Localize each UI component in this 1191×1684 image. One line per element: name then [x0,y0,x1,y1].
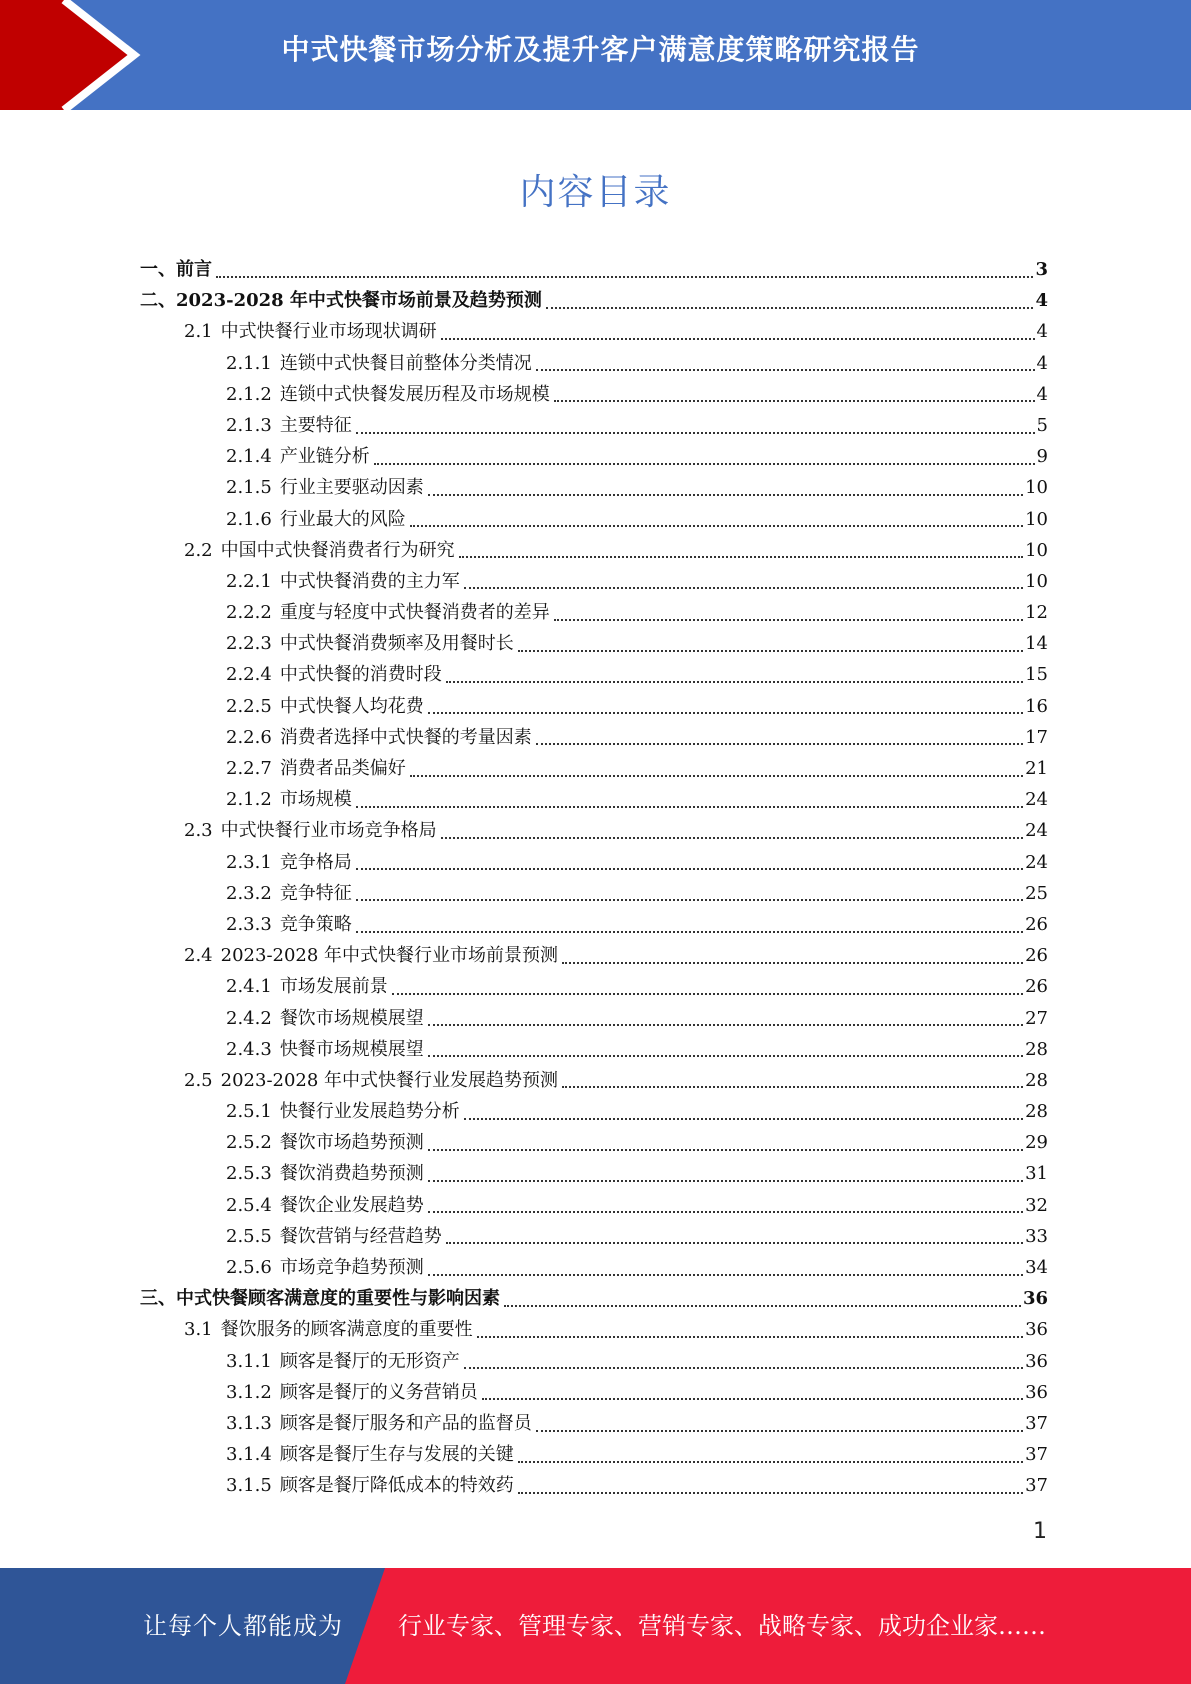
toc-entry-page: 24 [1025,789,1048,811]
toc-entry-title: 快餐市场规模展望 [279,1038,424,1060]
toc-entry-title: 竞争策略 [279,913,352,935]
toc-dot-leader [441,338,1035,340]
toc-entry-page: 9 [1036,446,1048,468]
toc-entry-title: 餐饮营销与经营趋势 [279,1225,442,1247]
toc-entry[interactable] [140,753,1048,784]
toc-entry[interactable] [140,285,1048,316]
toc-entry-title: 市场竞争趋势预测 [279,1257,424,1278]
toc-entry-title: 产业链分析 [279,446,370,468]
toc-entry-page: 29 [1025,1132,1048,1154]
toc-entry-number: 2.1 [184,321,213,343]
toc-entry-page: 34 [1025,1257,1048,1278]
toc-dot-leader [562,1086,1023,1088]
toc-entry-title: 中式快餐顾客满意度的重要性与影响因素 [176,1288,500,1310]
footer-slogan-left: 让每个人都能成为 [143,1612,343,1640]
toc-dot-leader [477,1336,1023,1338]
toc-entry[interactable] [140,1034,1048,1065]
toc-entry-number: 2.1.6 [226,508,272,530]
toc-entry-page: 21 [1025,758,1048,779]
toc-entry-number: 2.3.2 [226,882,272,904]
toc-entry[interactable] [140,316,1048,347]
toc-entry[interactable] [140,971,1048,1002]
toc-entry[interactable] [140,628,1048,659]
toc-dot-leader [536,369,1035,371]
toc-dot-leader [356,899,1023,901]
toc-entry-page: 37 [1025,1475,1048,1497]
toc-entry[interactable] [140,504,1048,535]
page-header [0,0,1191,110]
toc-entry-number: 3.1.2 [226,1381,272,1403]
toc-entry-page: 24 [1025,851,1048,873]
toc-entry[interactable] [140,1439,1048,1470]
toc-entry-title: 餐饮市场规模展望 [279,1007,424,1029]
toc-entry-page: 24 [1025,820,1048,842]
toc-entry[interactable] [140,410,1048,441]
toc-heading: 内容目录 [519,172,672,213]
toc-entry-title: 2023-2028 年中式快餐行业市场前景预测 [220,945,559,967]
toc-dot-leader [554,619,1023,621]
toc-dot-leader [536,743,1023,745]
toc-entry-page: 27 [1025,1007,1048,1029]
toc-dot-leader [546,307,1034,309]
toc-dot-leader [464,587,1023,589]
toc-entry-number: 2.2 [184,539,213,561]
toc-dot-leader [392,993,1023,995]
toc-dot-leader [428,1180,1023,1182]
toc-entry-title: 行业主要驱动因素 [279,477,424,499]
toc-entry-title: 中式快餐人均花费 [279,695,424,717]
toc-entry-title: 餐饮企业发展趋势 [279,1194,424,1216]
toc-entry[interactable] [140,909,1048,940]
toc-entry-page: 36 [1025,1319,1048,1341]
toc-entry[interactable] [140,254,1048,285]
toc-entry-title: 主要特征 [279,414,352,436]
toc-entry-page: 14 [1025,633,1048,655]
toc-entry[interactable] [140,1252,1048,1283]
toc-entry-page: 4 [1036,352,1048,374]
toc-entry-page: 28 [1025,1101,1048,1123]
toc-entry-page: 15 [1025,664,1048,686]
report-title: 中式快餐市场分析及提升客户满意度策略研究报告 [281,33,920,66]
toc-entry-page: 37 [1025,1412,1048,1434]
toc-entry-number: 2.5.2 [226,1132,272,1154]
toc-dot-leader [356,868,1023,870]
toc-dot-leader [482,1398,1023,1400]
table-of-contents [140,254,1048,1502]
toc-entry-number: 2.2.7 [226,758,272,779]
toc-dot-leader [518,650,1023,652]
toc-entry-page: 36 [1025,1350,1048,1372]
toc-entry-number: 二、 [140,290,176,312]
toc-dot-leader [441,837,1023,839]
toc-entry-number: 2.4.1 [226,976,272,998]
toc-entry-title: 市场规模 [279,789,352,811]
toc-dot-leader [428,1149,1023,1151]
toc-entry[interactable] [140,1190,1048,1221]
toc-entry-title: 中式快餐行业市场竞争格局 [220,820,437,842]
toc-entry[interactable] [140,1346,1048,1377]
toc-entry[interactable] [140,1314,1048,1345]
toc-entry-number: 2.3.1 [226,851,272,873]
toc-entry-number: 2.5.3 [226,1163,272,1185]
toc-entry-title: 竞争特征 [279,882,352,904]
toc-entry-page: 36 [1022,1288,1048,1310]
toc-dot-leader [356,432,1035,434]
toc-entry-title: 餐饮服务的顾客满意度的重要性 [220,1319,473,1341]
toc-entry-page: 10 [1025,539,1048,561]
toc-entry-number: 2.1.2 [226,789,272,811]
toc-dot-leader [428,494,1023,496]
toc-entry[interactable] [140,1470,1048,1501]
toc-entry[interactable] [140,659,1048,690]
toc-entry-page: 4 [1035,290,1048,312]
toc-entry-number: 3.1.1 [226,1350,272,1372]
toc-dot-leader [446,1242,1023,1244]
toc-entry-number: 2.4 [184,945,213,967]
toc-entry-title: 顾客是餐厅的义务营销员 [279,1381,478,1403]
toc-entry-number: 3.1.5 [226,1475,272,1497]
toc-entry-title: 竞争格局 [279,851,352,873]
page-number: 1 [1033,1519,1047,1544]
toc-entry-page: 10 [1025,508,1048,530]
toc-entry-number: 3.1.4 [226,1444,272,1466]
toc-dot-leader [356,931,1023,933]
toc-dot-leader [410,525,1023,527]
toc-entry[interactable] [140,1408,1048,1439]
toc-entry-title: 市场发展前景 [279,976,388,998]
toc-entry-page: 31 [1025,1163,1048,1185]
toc-entry-number: 2.4.2 [226,1007,272,1029]
toc-entry[interactable] [140,535,1048,566]
toc-entry-number: 3.1.3 [226,1412,272,1434]
toc-dot-leader [428,1211,1023,1213]
toc-entry-title: 连锁中式快餐目前整体分类情况 [279,352,532,374]
toc-entry[interactable] [140,878,1048,909]
toc-entry-number: 2.2.2 [226,602,272,624]
toc-entry-number: 2.1.3 [226,414,272,436]
toc-dot-leader [428,1055,1023,1057]
toc-dot-leader [464,1367,1023,1369]
toc-entry-title: 行业最大的风险 [279,508,406,530]
toc-entry[interactable] [140,1003,1048,1034]
toc-entry-number: 2.2.4 [226,664,272,686]
footer-slogan-right: 行业专家、管理专家、营销专家、战略专家、成功企业家…… [398,1612,1046,1640]
toc-entry-title: 消费者品类偏好 [279,758,406,779]
toc-entry-title: 消费者选择中式快餐的考量因素 [279,726,532,748]
page-footer [0,1568,1191,1684]
toc-entry-number: 2.1.5 [226,477,272,499]
toc-entry-number: 2.5.6 [226,1257,272,1278]
toc-dot-leader [459,556,1023,558]
toc-dot-leader [464,1118,1023,1120]
toc-dot-leader [410,775,1023,777]
toc-entry-page: 36 [1025,1381,1048,1403]
toc-entry-title: 中式快餐消费频率及用餐时长 [279,633,514,655]
toc-entry[interactable] [140,1158,1048,1189]
toc-entry[interactable] [140,1221,1048,1252]
toc-entry-title: 中式快餐消费的主力军 [279,570,460,592]
toc-entry[interactable] [140,441,1048,472]
toc-entry-page: 32 [1025,1194,1048,1216]
toc-entry-title: 餐饮市场趋势预测 [279,1132,424,1154]
toc-entry-number: 2.1.4 [226,446,272,468]
toc-entry[interactable] [140,472,1048,503]
toc-entry[interactable] [140,784,1048,815]
toc-entry-number: 2.2.1 [226,570,272,592]
toc-entry[interactable] [140,940,1048,971]
toc-entry-page: 12 [1025,602,1048,624]
toc-entry-page: 16 [1025,695,1048,717]
toc-entry-title: 顾客是餐厅的无形资产 [279,1350,460,1372]
toc-entry[interactable] [140,847,1048,878]
toc-entry-number: 三、 [140,1288,176,1310]
toc-entry[interactable] [140,1065,1048,1096]
toc-dot-leader [504,1305,1021,1307]
toc-entry-title: 中国中式快餐消费者行为研究 [220,539,455,561]
toc-entry-number: 2.2.5 [226,695,272,717]
toc-entry[interactable] [140,815,1048,846]
toc-entry-page: 33 [1025,1225,1048,1247]
toc-entry-page: 4 [1036,321,1048,343]
toc-entry-title: 顾客是餐厅生存与发展的关键 [279,1444,514,1466]
toc-entry-title: 中式快餐行业市场现状调研 [220,321,437,343]
toc-entry[interactable] [140,1096,1048,1127]
toc-entry-number: 2.2.6 [226,726,272,748]
toc-entry-title: 快餐行业发展趋势分析 [279,1101,460,1123]
toc-dot-leader [536,1430,1023,1432]
toc-entry-page: 5 [1036,414,1048,436]
toc-entry-number: 2.1.1 [226,352,272,374]
toc-entry[interactable] [140,691,1048,722]
toc-entry-page: 28 [1025,1069,1048,1091]
toc-dot-leader [428,712,1023,714]
toc-entry-title: 中式快餐的消费时段 [279,664,442,686]
toc-entry-number: 2.5.1 [226,1101,272,1123]
toc-entry-number: 一、 [140,259,176,280]
toc-entry-number: 2.4.3 [226,1038,272,1060]
toc-entry[interactable] [140,1283,1048,1314]
toc-entry-page: 26 [1025,976,1048,998]
toc-entry-number: 2.5 [184,1069,213,1091]
toc-entry[interactable] [140,348,1048,379]
toc-entry[interactable] [140,722,1048,753]
toc-entry-title: 2023-2028 年中式快餐行业发展趋势预测 [220,1069,559,1091]
toc-dot-leader [562,962,1023,964]
toc-entry-title: 重度与轻度中式快餐消费者的差异 [279,602,550,624]
toc-dot-leader [518,1492,1023,1494]
toc-dot-leader [374,463,1035,465]
toc-entry-title: 2023-2028 年中式快餐市场前景及趋势预测 [176,290,542,312]
toc-entry-number: 2.3 [184,820,213,842]
toc-entry[interactable] [140,566,1048,597]
toc-entry-page: 28 [1025,1038,1048,1060]
toc-entry-page: 17 [1025,726,1048,748]
toc-entry-number: 2.1.2 [226,383,272,405]
toc-entry-page: 10 [1025,570,1048,592]
toc-entry-page: 25 [1025,882,1048,904]
toc-entry[interactable] [140,1127,1048,1158]
toc-dot-leader [216,276,1033,278]
toc-dot-leader [356,806,1023,808]
toc-entry-title: 餐饮消费趋势预测 [279,1163,424,1185]
toc-entry-page: 37 [1025,1444,1048,1466]
toc-dot-leader [554,400,1035,402]
toc-entry-page: 10 [1025,477,1048,499]
toc-entry-number: 3.1 [184,1319,213,1341]
toc-dot-leader [428,1274,1023,1276]
toc-entry-number: 2.5.4 [226,1194,272,1216]
toc-entry-title: 顾客是餐厅服务和产品的监督员 [279,1412,532,1434]
toc-entry[interactable] [140,1377,1048,1408]
toc-entry-number: 2.2.3 [226,633,272,655]
toc-entry-title: 顾客是餐厅降低成本的特效药 [279,1475,514,1497]
toc-entry-page: 4 [1036,383,1048,405]
toc-entry-number: 2.5.5 [226,1225,272,1247]
toc-entry-number: 2.3.3 [226,913,272,935]
toc-entry-page: 3 [1035,259,1048,280]
toc-entry-title: 连锁中式快餐发展历程及市场规模 [279,383,550,405]
toc-dot-leader [518,1461,1023,1463]
toc-entry-page: 26 [1025,945,1048,967]
toc-entry[interactable] [140,597,1048,628]
toc-entry-title: 前言 [176,259,212,280]
toc-dot-leader [428,1024,1023,1026]
toc-entry-page: 26 [1025,913,1048,935]
toc-dot-leader [446,681,1023,683]
toc-entry[interactable] [140,379,1048,410]
